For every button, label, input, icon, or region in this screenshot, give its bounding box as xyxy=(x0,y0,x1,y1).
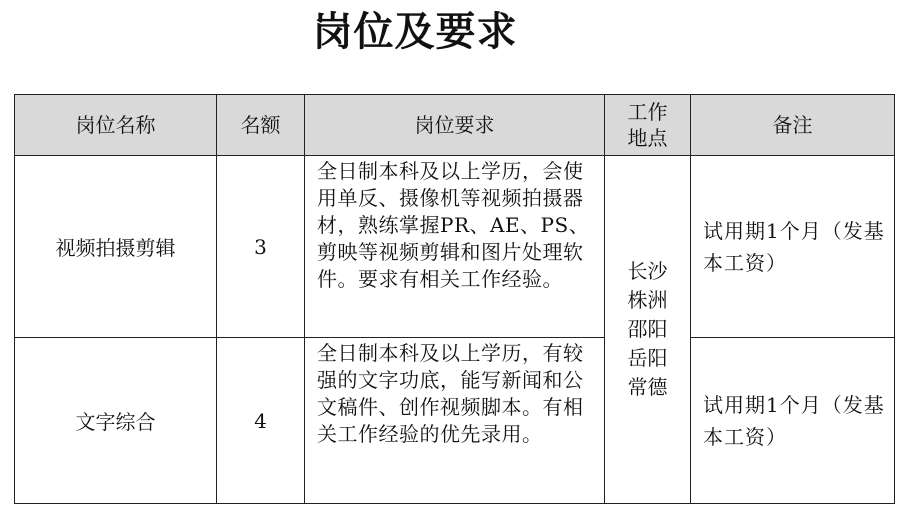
job-requirements-table xyxy=(14,94,895,504)
table-header-row xyxy=(15,95,895,156)
count-cell: 3 xyxy=(217,156,305,338)
count-cell: 4 xyxy=(217,338,305,504)
location-item: 岳阳 xyxy=(627,346,668,370)
header-requirements: 岗位要求 xyxy=(305,95,605,156)
header-location xyxy=(605,95,691,156)
position-name-cell: 视频拍摄剪辑 xyxy=(15,156,217,338)
location-item: 株洲 xyxy=(627,288,668,312)
location-item: 常德 xyxy=(627,375,668,399)
header-count: 名额 xyxy=(217,95,305,156)
position-name-cell: 文字综合 xyxy=(15,338,217,504)
notes-cell: 试用期1个月（发基本工资） xyxy=(691,156,895,338)
table-row xyxy=(15,338,895,504)
requirements-cell xyxy=(305,156,605,338)
header-position-name: 岗位名称 xyxy=(15,95,217,156)
location-item: 长沙 xyxy=(627,259,668,283)
table-row xyxy=(15,156,895,338)
location-item: 邵阳 xyxy=(627,317,668,341)
header-location-label: 工作 地点 xyxy=(627,100,668,150)
page-title: 岗位及要求 xyxy=(312,8,518,55)
location-cell xyxy=(605,156,691,504)
requirements-text: 全日制本科及以上学历，有较强的文字功底，能写新闻和公文稿件、创作视频脚本。有相关工作经验的优先录用。 xyxy=(317,341,584,446)
requirements-text: 全日制本科及以上学历，会使用单反、摄像机等视频拍摄器材，熟练掌握PR、AE、PS、剪映等视频剪辑和图片处理软件。要求有相关工作经验。 xyxy=(317,159,590,291)
requirements-cell xyxy=(305,338,605,504)
header-notes: 备注 xyxy=(691,95,895,156)
notes-cell: 试用期1个月（发基本工资） xyxy=(691,338,895,504)
